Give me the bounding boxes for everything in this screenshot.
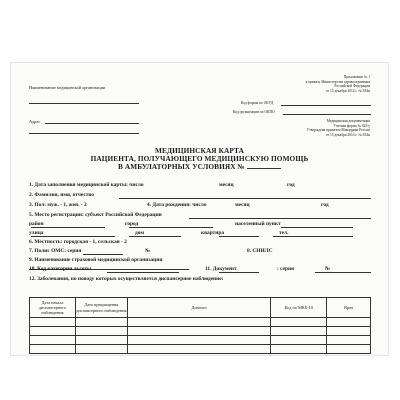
- field-1-year: год: [287, 182, 295, 188]
- dispensary-table: [29, 297, 371, 354]
- table-cell[interactable]: [75, 327, 127, 336]
- field-11-doc-line: [219, 272, 259, 273]
- table-cell[interactable]: [75, 336, 127, 345]
- table-cell[interactable]: [327, 345, 371, 354]
- table-cell[interactable]: [127, 345, 270, 354]
- field-3-label: 3. Пол: муж. - 1, жен. - 2: [29, 202, 87, 208]
- doc-info-line-1: Медицинская документация: [326, 119, 370, 123]
- field-6-label: 6. Местность: городская - 1, сельская - 2: [29, 239, 127, 245]
- table-cell[interactable]: [75, 318, 127, 327]
- org-name-line: [29, 103, 139, 104]
- appendix-line-1: к приказу Министерства здравоохранения: [305, 79, 370, 84]
- field-10-line: [107, 272, 179, 273]
- field-5-house: дом: [135, 230, 144, 236]
- field-5-apartment: квартира: [201, 230, 225, 236]
- field-2-label: 2. Фамилия, имя, отчество: [29, 192, 95, 198]
- table-row: [30, 327, 371, 336]
- table-cell[interactable]: [271, 336, 327, 345]
- field-5-street: улица: [29, 230, 44, 236]
- doc-info-line-4: от 15 декабря 2014 г. № 834н: [325, 132, 370, 137]
- appendix-title: Приложение № 1: [343, 75, 370, 79]
- field-5-phone-line: [273, 236, 353, 237]
- table-row: [30, 336, 371, 345]
- field-2-line: [119, 198, 371, 199]
- field-7-number: №: [145, 248, 151, 254]
- field-5-house-line: [129, 236, 181, 237]
- doc-info-line-3: Утверждена приказом Минздрава России: [306, 128, 370, 133]
- field-11-number: №: [325, 266, 331, 272]
- field-4-month: месяц: [235, 202, 250, 208]
- field-5-city: город: [125, 221, 139, 227]
- table-cell[interactable]: [327, 336, 371, 345]
- org-name-label: Наименование медицинской организации: [29, 85, 106, 90]
- title-line-1: МЕДИЦИНСКАЯ КАРТА: [155, 146, 244, 155]
- col-icd-code: Код по МКБ-10: [271, 298, 327, 318]
- col-end-date: Дата прекращения диспансерного наблюдения: [75, 298, 127, 318]
- card-number-line: [247, 168, 281, 169]
- field-11-label: 11. Документ: [205, 266, 237, 272]
- table-row: [30, 345, 371, 354]
- table-cell[interactable]: [30, 345, 76, 354]
- field-5-apartment-line: [219, 236, 259, 237]
- org-address-line-2: [29, 133, 139, 134]
- field-5-settlement: населенный пункт: [235, 221, 281, 227]
- medical-card-form: [10, 62, 389, 356]
- field-1-label: 1. Дата заполнения медицинской карты: число: [29, 182, 144, 188]
- table-cell[interactable]: [271, 327, 327, 336]
- table-cell[interactable]: [75, 345, 127, 354]
- field-11-number-line: [315, 272, 371, 273]
- title-line-3: В АМБУЛАТОРНЫХ УСЛОВИЯХ №: [11, 163, 388, 171]
- col-doctor: Врач: [327, 298, 371, 318]
- appendix-block: [260, 75, 370, 93]
- doc-info-block: [260, 119, 370, 137]
- table-cell[interactable]: [30, 336, 76, 345]
- field-5-district-line: [31, 227, 105, 228]
- field-5-settlement-line: [281, 227, 353, 228]
- okpo-line: [283, 114, 371, 115]
- table-row: [30, 318, 371, 327]
- field-5-phone: тел.: [279, 230, 289, 236]
- table-cell[interactable]: [30, 318, 76, 327]
- table-cell[interactable]: [127, 327, 270, 336]
- field-5-line: [189, 218, 371, 219]
- table-cell[interactable]: [271, 318, 327, 327]
- table-cell[interactable]: [127, 318, 270, 327]
- field-8-label: 8. СНИЛС: [247, 248, 273, 254]
- field-1-month: месяц: [219, 182, 234, 188]
- field-7-series-line: [83, 254, 123, 255]
- org-address-label: Адрес: [29, 119, 41, 124]
- appendix-line-2: Российской Федерации: [334, 84, 370, 89]
- table-cell[interactable]: [327, 318, 371, 327]
- table-cell[interactable]: [127, 336, 270, 345]
- field-5-city-line: [129, 227, 213, 228]
- field-11-series: : серия: [277, 266, 295, 272]
- okpo-label: Код организации по ОКПО: [233, 110, 275, 114]
- title-line-2: ПАЦИЕНТА, ПОЛУЧАЮЩЕГО МЕДИЦИНСКУЮ ПОМОЩЬ: [90, 153, 309, 163]
- field-5-district: район: [29, 221, 44, 227]
- table-cell[interactable]: [30, 327, 76, 336]
- org-address-line: [45, 123, 139, 124]
- field-7-label: 7. Полис ОМС: серия: [29, 248, 82, 254]
- field-4-label: 4. Дата рождения: число: [147, 202, 207, 208]
- field-5-label: 5. Место регистрации: субъект Российской Федерации: [29, 212, 162, 218]
- okud-label: Код формы по ОКУД: [241, 101, 274, 105]
- table-cell[interactable]: [327, 327, 371, 336]
- field-12-label: 12. Заболевания, по поводу которых осуществляется диспансерное наблюдение:: [29, 276, 224, 282]
- field-4-year: год: [321, 202, 329, 208]
- col-start-date: Дата начала диспансерного наблюдения: [30, 298, 76, 318]
- table-header-row: [30, 298, 371, 318]
- table-cell[interactable]: [271, 345, 327, 354]
- doc-info-line-2: Учетная форма № 025/у: [333, 123, 370, 128]
- field-5-street-line: [31, 236, 115, 237]
- form-title: [11, 147, 388, 170]
- field-9-label: 9. Наименование страховой медицинской организации: [29, 257, 163, 263]
- field-10-label: 10. Код категории льготы: [29, 266, 92, 272]
- col-diagnosis: Диагноз: [127, 298, 270, 318]
- appendix-line-3: от 15 декабря 2014 г. № 834н: [325, 88, 370, 93]
- okud-line: [281, 105, 371, 106]
